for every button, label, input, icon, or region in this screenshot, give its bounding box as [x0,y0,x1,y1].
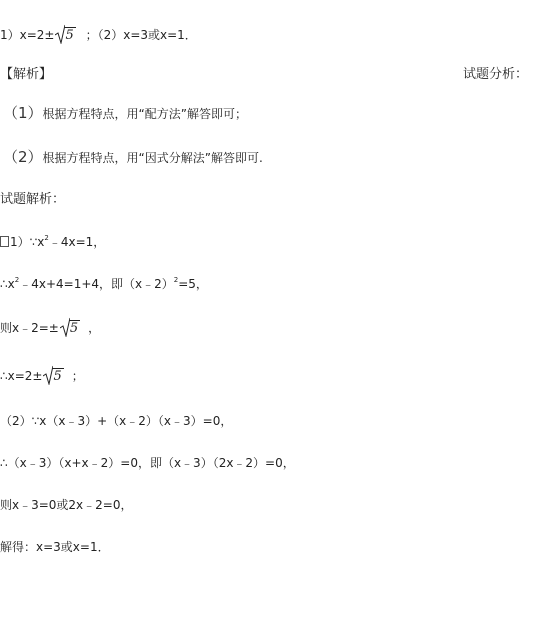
answer-part1-prefix: 1）x=2± [0,28,55,42]
analysis-right-label: 试题分析： [462,67,528,82]
step-3-rest: ， [88,321,101,335]
answer-part2: ；（2）x=3或x=1． [85,28,197,42]
solution-step-3 [0,320,100,337]
hint-2-number: （2） [3,148,43,166]
step-1-prefix: 1）∵x [10,235,45,249]
step-2-rest: =5， [178,277,208,291]
step-4-prefix: ∴x=2± [0,369,43,383]
answer-line [0,27,197,44]
step-4-radicand: 5 [53,369,62,384]
solution-step-2 [0,276,208,292]
solution-heading: 试题解析： [0,192,66,207]
missing-glyph-box [0,236,9,247]
solution-step-4 [0,368,84,385]
step-3-prefix: 则x﹣2=± [0,321,59,335]
hint-1 [3,105,247,122]
step-2-exponent: 2 [14,276,20,284]
step-4-rest: ； [71,369,84,383]
step-2-prefix: ∴x [0,277,15,291]
square-root-symbol [60,320,80,337]
step-1-exponent: 2 [44,234,49,242]
step-3-radicand: 5 [69,321,79,336]
solution-step-5: （2）∵x（x﹣3）+（x﹣2）（x﹣3）=0， [0,414,233,428]
answer-radicand: 5 [65,28,74,43]
step-2-exponent-2: 2 [173,276,179,284]
solution-step-7: 则x﹣3=0或2x﹣2=0， [0,498,133,512]
step-2-mid: ﹣4x+4=1+4，即（x﹣2） [19,277,174,291]
solution-step-1 [0,234,105,250]
hint-1-text: 根据方程特点，用“配方法”解答即可； [42,107,247,121]
hint-1-number: （1） [3,104,43,122]
hint-2 [3,149,263,166]
hint-2-text: 根据方程特点，用“因式分解法”解答即可. [42,151,263,165]
analysis-heading: 【解析】 [0,67,53,82]
square-root-symbol [55,27,75,44]
step-1-rest: ﹣4x=1， [48,235,106,249]
solution-step-6: ∴（x﹣3）（x+x﹣2）=0，即（x﹣3）（2x﹣2）=0， [0,456,295,470]
square-root-symbol [43,368,63,385]
solution-step-8: 解得：x=3或x=1． [0,540,110,554]
